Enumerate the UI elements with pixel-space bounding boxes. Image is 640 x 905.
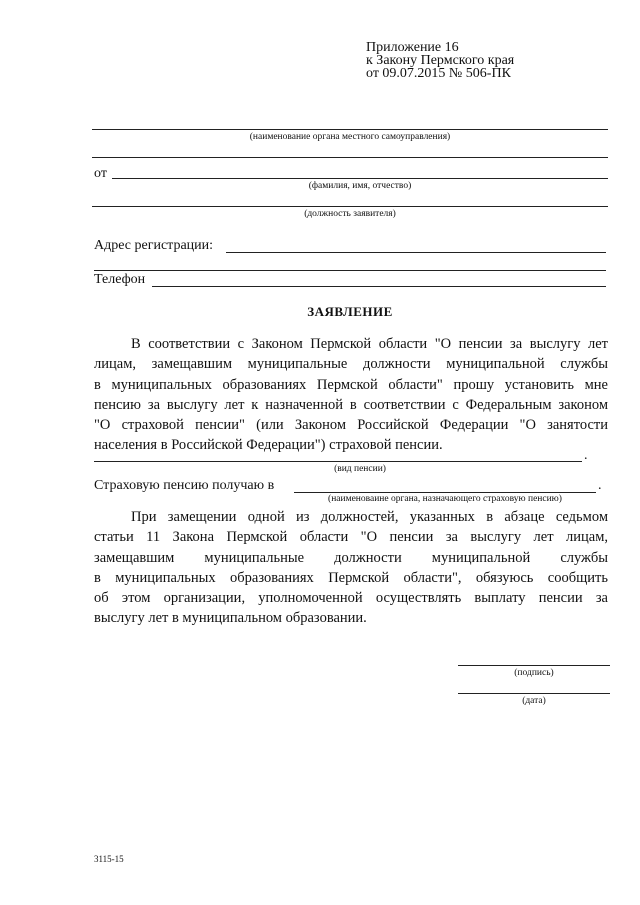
phone-line[interactable] — [152, 286, 606, 287]
pension-type-dot: . — [584, 448, 588, 463]
document-title: ЗАЯВЛЕНИЕ — [307, 304, 393, 319]
signature-line[interactable] — [458, 665, 610, 666]
address-line-2[interactable] — [94, 270, 606, 271]
date-line[interactable] — [458, 693, 610, 694]
obligation-line: статьи 11 Закона Пермской области "О пенсии за выслугу лет лицам, — [94, 529, 608, 546]
receive-label: Страховую пенсию получаю в — [94, 478, 275, 493]
phone-label: Телефон — [94, 272, 146, 287]
appendix-law-date: от 09.07.2015 № 506-ПК — [366, 66, 511, 81]
fio-line[interactable] — [112, 178, 608, 179]
statement-line: лицам, замещавшим муниципальные должности муниципальной службы — [94, 356, 608, 373]
statement-line: населения в Российской Федерации") страховой пенсии. — [94, 437, 443, 454]
address-line[interactable] — [226, 252, 606, 253]
organ-name-line[interactable] — [92, 129, 608, 130]
receive-organ-line[interactable] — [294, 492, 596, 493]
from-label: от — [94, 166, 107, 181]
obligation-line: в муниципальных образованиях Пермской области", обязуюсь сообщить — [94, 569, 608, 586]
pension-type-caption: (вид пенсии) — [334, 464, 386, 474]
footer-code: 3115-15 — [94, 854, 124, 864]
obligation-line: При замещении одной из должностей, указанных в абзаце седьмом — [131, 509, 608, 525]
appendix-header — [366, 41, 514, 80]
fio-caption: (фамилия, имя, отчество) — [308, 181, 412, 191]
obligation-paragraph — [94, 507, 608, 629]
signature-caption: (подпись) — [514, 668, 554, 678]
statement-line: в муниципальных образованиях Пермской области" прошу установить мне — [94, 376, 608, 393]
statement-line: "О страховой пенсии" (или Законом Российской Федерации "О занятости — [94, 417, 608, 434]
appendix-law-ref: к Закону Пермского края — [366, 53, 515, 68]
appendix-number: Приложение 16 — [366, 40, 459, 55]
statement-line: пенсию за выслугу лет к назначенной в соответствии с Федеральным законом — [94, 396, 608, 413]
receive-dot: . — [598, 478, 602, 493]
obligation-line: замещавшим муниципальные должности муниципальной службы — [94, 549, 608, 566]
address-label: Адрес регистрации: — [94, 238, 214, 253]
obligation-line: об этом организации, уполномоченной осуществлять выплату пенсии за — [94, 590, 608, 607]
position-line[interactable] — [92, 206, 608, 207]
statement-paragraph — [94, 334, 608, 456]
organ-name-line-2[interactable] — [92, 157, 608, 158]
organ-name-caption: (наименование органа местного самоуправления) — [249, 132, 451, 142]
date-caption: (дата) — [522, 696, 546, 706]
receive-organ-caption: (наименоваине органа, назначающего страховую пенсию) — [328, 494, 562, 504]
statement-line: В соответствии с Законом Пермской области "О пенсии за выслугу лет — [131, 336, 608, 352]
position-caption: (должность заявителя) — [304, 209, 396, 219]
pension-type-line[interactable] — [94, 461, 582, 462]
obligation-line: выслугу лет в муниципальном образовании. — [94, 610, 367, 627]
